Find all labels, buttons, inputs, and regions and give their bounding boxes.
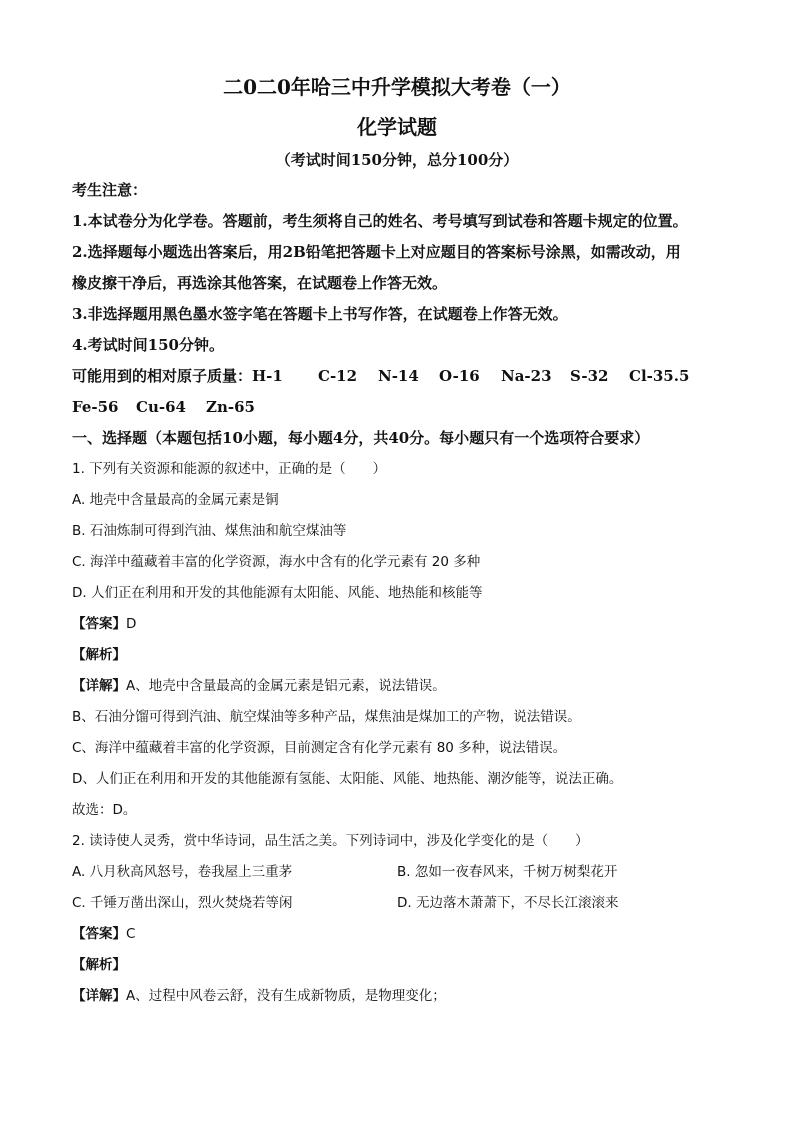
exam-info: （考试时间150分钟，总分100分） xyxy=(275,151,519,169)
detail-label: 【详解】 xyxy=(72,988,126,1004)
question-2-option-c: C. 千锤万凿出深山，烈火焚烧若等闲 xyxy=(72,895,293,911)
question-1-detail-a xyxy=(72,671,722,702)
detail-text: A、过程中风卷云舒，没有生成新物质，是物理变化； xyxy=(126,988,446,1004)
atomic-mass-item: Zn-65 xyxy=(206,398,255,416)
question-1-option-c: C. 海洋中蕴藏着丰富的化学资源，海水中含有的化学元素有 20 多种 xyxy=(72,554,481,570)
answer-value: C xyxy=(126,926,136,942)
atomic-mass-item: N-14 xyxy=(378,367,419,385)
atomic-mass-item: O-16 xyxy=(439,367,480,385)
subject-title: 化学试题 xyxy=(357,115,437,139)
notice-heading: 考生注意： xyxy=(72,181,148,199)
question-2-options-row-1 xyxy=(72,857,722,888)
notice-item-4: 4.考试时间150分钟。 xyxy=(72,336,224,354)
question-2-option-b: B. 忽如一夜春风来，千树万树梨花开 xyxy=(397,864,618,880)
question-2-detail-a xyxy=(72,981,722,1012)
question-2-analysis xyxy=(72,950,722,981)
notice-item-1: 1.本试卷分为化学卷。答题前，考生须将自己的姓名、考号填写到试卷和答题卡规定的位置。 xyxy=(72,212,688,230)
answer-label: 【答案】 xyxy=(72,926,126,942)
notice-item-2-line-1: 2.选择题每小题选出答案后，用2B铅笔把答题卡上对应题目的答案标号涂黑，如需改动，用 xyxy=(72,243,681,261)
question-2-stem: 2. 读诗使人灵秀，赏中华诗词，品生活之美。下列诗词中，涉及化学变化的是（ ） xyxy=(72,833,589,849)
exam-title: 二0二0年哈三中升学模拟大考卷（一） xyxy=(223,75,571,99)
notice-item-2-line-2: 橡皮擦干净后，再选涂其他答案，在试题卷上作答无效。 xyxy=(72,274,448,292)
analysis-label: 【解析】 xyxy=(72,957,126,973)
question-1-answer xyxy=(72,609,722,640)
detail-label: 【详解】 xyxy=(72,678,126,694)
atomic-mass-item: S-32 xyxy=(570,367,609,385)
answer-label: 【答案】 xyxy=(72,616,126,632)
exam-page xyxy=(72,70,722,1012)
notice-item-3: 3.非选择题用黑色墨水签字笔在答题卡上书写作答，在试题卷上作答无效。 xyxy=(72,305,568,323)
atomic-mass-label: 可能用到的相对原子质量：H-1 xyxy=(72,367,283,385)
section-title: 一、选择题（本题包括10小题，每小题4分，共40分。每小题只有一个选项符合要求） xyxy=(72,429,650,447)
atomic-mass-row-2 xyxy=(72,392,722,423)
question-1-conclusion: 故选：D。 xyxy=(72,802,137,818)
question-1-detail-d: D、人们正在利用和开发的其他能源有氢能、太阳能、风能、地热能、潮汐能等，说法正确。 xyxy=(72,771,623,787)
atomic-mass-item: C-12 xyxy=(318,367,358,385)
question-1-analysis xyxy=(72,640,722,671)
question-1-stem: 1. 下列有关资源和能源的叙述中，正确的是（ ） xyxy=(72,461,387,477)
analysis-label: 【解析】 xyxy=(72,647,126,663)
question-2-options-row-2 xyxy=(72,888,722,919)
question-2-option-a: A. 八月秋高风怒号，卷我屋上三重茅 xyxy=(72,864,293,880)
question-2-answer xyxy=(72,919,722,950)
detail-text: A、地壳中含量最高的金属元素是铝元素，说法错误。 xyxy=(126,678,446,694)
atomic-mass-item: Cl-35.5 xyxy=(629,367,690,385)
atomic-mass-item: Fe-56 xyxy=(72,398,119,416)
answer-value: D xyxy=(126,616,137,632)
question-1-detail-c: C、海洋中蕴藏着丰富的化学资源，目前测定含有化学元素有 80 多种，说法错误。 xyxy=(72,740,567,756)
question-1-detail-b: B、石油分馏可得到汽油、航空煤油等多种产品，煤焦油是煤加工的产物，说法错误。 xyxy=(72,709,581,725)
question-1-option-d: D. 人们正在利用和开发的其他能源有太阳能、风能、地热能和核能等 xyxy=(72,585,483,601)
atomic-mass-row-1 xyxy=(72,361,722,392)
atomic-mass-item: Cu-64 xyxy=(136,398,186,416)
question-2-option-d: D. 无边落木萧萧下，不尽长江滚滚来 xyxy=(397,895,619,911)
question-1-option-b: B. 石油炼制可得到汽油、煤焦油和航空煤油等 xyxy=(72,523,347,539)
atomic-mass-item: Na-23 xyxy=(501,367,552,385)
question-1-option-a: A. 地壳中含量最高的金属元素是铜 xyxy=(72,492,279,508)
